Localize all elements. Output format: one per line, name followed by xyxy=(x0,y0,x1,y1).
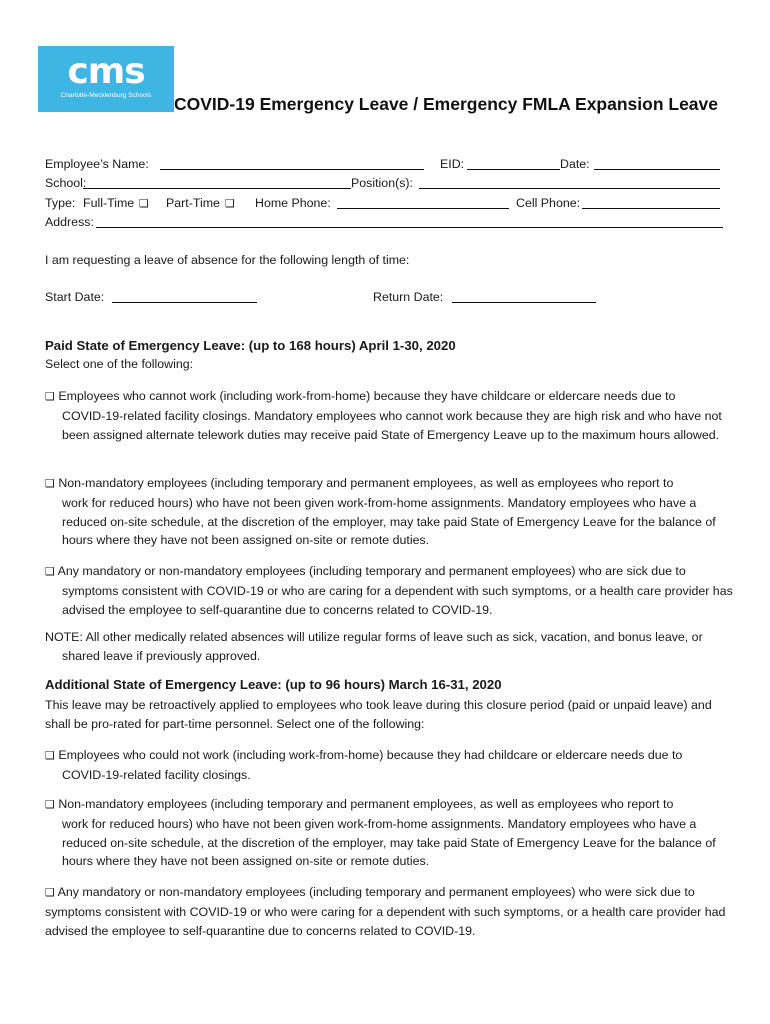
additional-option-3-text: Any mandatory or non-mandatory employees (including temporary and permanent employees) who were sick due to symptoms consistent with COVID-19 or who were caring for a dependent with such symptoms, or a health care provider had advised the employee to self-quarantine due to concerns related to COVID-19. xyxy=(45,885,726,938)
additional-option-3 xyxy=(45,883,735,940)
paid-option-1-rest: COVID-19-related facility closings. Mandatory employees who cannot work because they are high risk and who have not been assigned alternate telework duties may receive paid State of Emergency Leave up to the maximum hours allowed. xyxy=(62,408,722,442)
paid-option-1-line1: Employees who cannot work (including work-from-home) because they have childcare or eldercare needs due to xyxy=(58,389,676,403)
additional-option-1-rest: COVID-19-related facility closings. xyxy=(62,767,251,782)
paid-option-3-rest: symptoms consistent with COVID-19 or who are caring for a dependent with such symptoms, or a health care provider has advised the employee to self-quarantine due to concerns related to COVID-19. xyxy=(62,583,733,617)
paid-note-line1: NOTE: All other medically related absences will utilize regular forms of leave such as sick, vacation, and bonus leave, or xyxy=(45,630,703,644)
paid-option-3 xyxy=(45,562,735,619)
additional-option-3-checkbox[interactable]: ❑ xyxy=(45,886,55,899)
eid-field[interactable] xyxy=(467,157,560,170)
part-time-checkbox[interactable]: ❑ xyxy=(225,197,235,210)
additional-leave-intro: This leave may be retroactively applied to employees who took leave during this closure period (paid or unpaid leave) and shall be pro-rated for part-time personnel. Select one of the following: xyxy=(45,698,712,731)
additional-option-2-checkbox[interactable]: ❑ xyxy=(45,798,55,811)
additional-option-2 xyxy=(45,795,735,871)
cms-logo xyxy=(38,46,174,112)
paid-option-2-checkbox[interactable]: ❑ xyxy=(45,477,55,490)
eid-label: EID: xyxy=(440,157,465,171)
cell-phone-field[interactable] xyxy=(582,196,720,209)
return-date-label: Return Date: xyxy=(373,290,444,304)
paid-option-1 xyxy=(45,387,735,444)
page-title: COVID-19 Emergency Leave / Emergency FMLA Expansion Leave xyxy=(174,94,718,114)
paid-option-2-line1: Non-mandatory employees (including temporary and permanent employees, as well as employees who report to xyxy=(58,476,674,490)
return-date-field[interactable] xyxy=(452,290,596,303)
address-label: Address: xyxy=(45,215,94,229)
paid-leave-instruction: Select one of the following: xyxy=(45,357,194,371)
type-label: Type: xyxy=(45,196,76,210)
paid-note xyxy=(45,628,735,666)
logo-text: cms xyxy=(67,51,145,92)
paid-note-rest: shared leave if previously approved. xyxy=(62,648,261,663)
home-phone-label: Home Phone: xyxy=(255,196,331,210)
logo-subtext: Charlotte-Mecklenburg Schools xyxy=(60,92,152,99)
paid-option-2-rest: work for reduced hours) who have not been given work-from-home assignments. Mandatory employees who have a reduced on-site schedule, at the discretion of the employer, may take paid State of Emergency Leave for the balance of hours where they have not been assigned on-site or remote duties. xyxy=(62,495,716,548)
paid-leave-heading: Paid State of Emergency Leave: (up to 168 hours) April 1-30, 2020 xyxy=(45,338,456,353)
position-label: Position(s): xyxy=(351,176,413,190)
paid-option-2 xyxy=(45,474,735,550)
home-phone-field[interactable] xyxy=(337,196,509,209)
additional-option-2-rest: work for reduced hours) who have not been given work-from-home assignments. Mandatory employees who have a reduced on-site schedule, at the discretion of the employer, may take paid State of Emergency Leave for the balance of hours where they have not been assigned on-site or remote duties. xyxy=(62,816,716,869)
date-field[interactable] xyxy=(594,157,720,170)
date-label: Date: xyxy=(560,157,590,171)
school-label: School: xyxy=(45,176,87,190)
employee-name-field[interactable] xyxy=(160,157,424,170)
employee-name-label: Employee’s Name: xyxy=(45,157,149,171)
paid-option-1-checkbox[interactable]: ❑ xyxy=(45,390,55,403)
request-text: I am requesting a leave of absence for the following length of time: xyxy=(45,253,410,267)
school-field[interactable] xyxy=(83,176,351,189)
start-date-field[interactable] xyxy=(112,290,257,303)
paid-option-3-checkbox[interactable]: ❑ xyxy=(45,565,55,578)
address-field[interactable] xyxy=(96,215,723,228)
full-time-checkbox[interactable]: ❑ xyxy=(139,197,149,210)
cell-phone-label: Cell Phone: xyxy=(516,196,581,210)
additional-option-1-checkbox[interactable]: ❑ xyxy=(45,749,55,762)
position-field[interactable] xyxy=(419,176,720,189)
part-time-label: Part-Time xyxy=(166,196,220,210)
additional-option-1 xyxy=(45,746,735,785)
full-time-label: Full-Time xyxy=(83,196,135,210)
additional-leave-heading: Additional State of Emergency Leave: (up to 96 hours) March 16-31, 2020 xyxy=(45,677,502,692)
paid-option-3-line1: Any mandatory or non-mandatory employees (including temporary and permanent employees) who are sick due to xyxy=(57,564,686,578)
additional-option-2-line1: Non-mandatory employees (including temporary and permanent employees, as well as employees who report to xyxy=(58,797,674,811)
start-date-label: Start Date: xyxy=(45,290,105,304)
additional-option-1-line1: Employees who could not work (including work-from-home) because they had childcare or eldercare needs due to xyxy=(58,748,683,762)
